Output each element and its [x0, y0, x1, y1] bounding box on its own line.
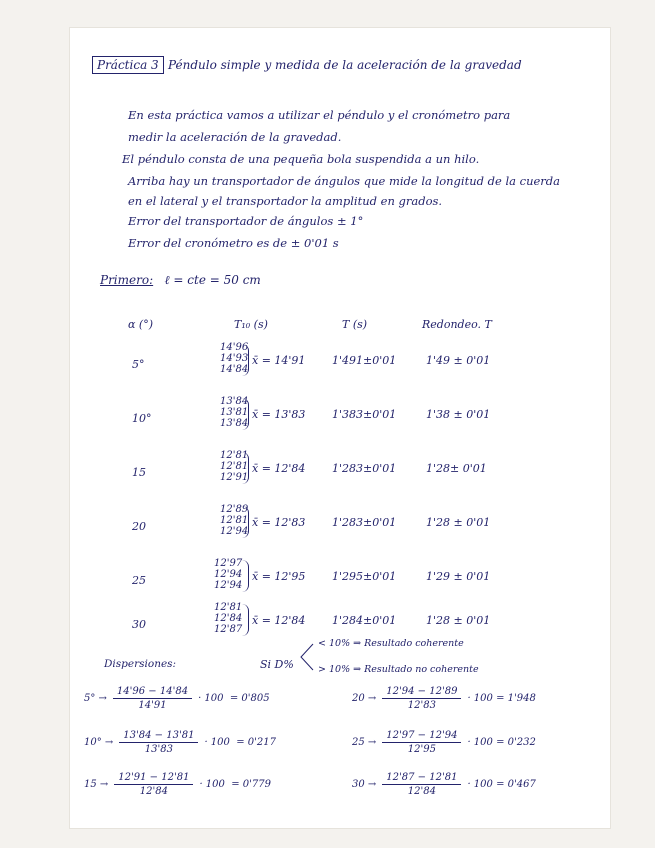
brace-mark [242, 398, 249, 430]
dispersion-condition: Si D% [260, 658, 294, 671]
period-cell: 1'383±0'01 [332, 408, 397, 421]
calc-result: = 0'805 [229, 693, 270, 704]
period-cell: 1'284±0'01 [332, 614, 397, 627]
alpha-cell: 15 [132, 466, 146, 479]
brace-mark [242, 452, 249, 484]
alpha-cell: 10° [132, 412, 152, 425]
calc-factor: · 100 [467, 779, 493, 790]
rounded-cell: 1'28± 0'01 [426, 462, 487, 475]
header-alpha: α (°) [128, 318, 154, 331]
calc-denominator: 12'84 [139, 786, 168, 797]
calc-factor: · 100 [199, 779, 225, 790]
rounded-cell: 1'38 ± 0'01 [426, 408, 491, 421]
dispersion-calc [84, 686, 270, 711]
dispersion-calc [352, 730, 536, 755]
calc-result: = 0'779 [231, 779, 272, 790]
calc-factor: · 100 [467, 737, 493, 748]
trial-values: 13'84 13'81 13'84 [220, 396, 249, 429]
header-t10: T₁₀ (s) [234, 318, 268, 331]
calc-numerator: 12'91 − 12'81 [114, 772, 193, 785]
dispersion-calc [352, 772, 536, 797]
dispersion-calc [84, 730, 276, 755]
calc-numerator: 13'84 − 13'81 [119, 730, 198, 743]
calc-angle: 10° → [84, 737, 114, 748]
rounded-cell: 1'28 ± 0'01 [426, 614, 491, 627]
error-protractor: Error del transportador de ángulos ± 1° [128, 214, 364, 228]
calc-angle: 15 → [84, 779, 109, 790]
header-round: Redondeo. T [422, 318, 492, 331]
practice-label: Práctica 3 [92, 56, 164, 74]
brace-mark [242, 604, 249, 636]
period-cell: 1'283±0'01 [332, 462, 397, 475]
brace-mark [242, 506, 249, 538]
page-title: Péndulo simple y medida de la aceleración de la gravedad [168, 58, 522, 72]
mean-cell: x̄ = 14'91 [252, 354, 306, 367]
error-stopwatch: Error del cronómetro es de ± 0'01 s [128, 236, 339, 250]
table-row [70, 342, 610, 384]
calc-denominator: 12'83 [407, 700, 436, 711]
header-t: T (s) [342, 318, 368, 331]
calc-angle: 30 → [352, 779, 377, 790]
calc-angle: 25 → [352, 737, 377, 748]
intro-line: El péndulo consta de una pequeña bola suspendida a un hilo. [122, 152, 480, 166]
calc-result: = 0'217 [236, 737, 277, 748]
mean-cell: x̄ = 13'83 [252, 408, 306, 421]
calc-numerator: 12'87 − 12'81 [382, 772, 461, 785]
period-cell: 1'283±0'01 [332, 516, 397, 529]
calc-denominator: 13'83 [144, 744, 173, 755]
trial-values: 14'96 14'93 14'84 [220, 342, 249, 375]
primero-label: Primero: [100, 273, 154, 287]
calc-result: = 0'232 [496, 737, 536, 748]
dispersion-label: Dispersiones: [104, 658, 177, 670]
rule-coherent: < 10% ⇒ Resultado coherente [318, 638, 464, 649]
calc-angle: 5° → [84, 693, 107, 704]
calc-numerator: 12'97 − 12'94 [382, 730, 461, 743]
intro-line: en el lateral y el transportador la amplitud en grados. [128, 194, 443, 208]
calc-denominator: 14'91 [138, 700, 167, 711]
period-cell: 1'295±0'01 [332, 570, 397, 583]
calc-factor: · 100 [198, 693, 224, 704]
table-row [70, 504, 610, 546]
angle-bracket-icon [300, 642, 314, 672]
calc-denominator: 12'95 [407, 744, 436, 755]
intro-line: Arriba hay un transportador de ángulos que mide la longitud de la cuerda [128, 174, 561, 188]
primero-line [100, 273, 261, 288]
trial-values: 12'81 12'84 12'87 [214, 602, 243, 635]
trial-values: 12'81 12'81 12'91 [220, 450, 249, 483]
calc-angle: 20 → [352, 693, 377, 704]
mean-cell: x̄ = 12'83 [252, 516, 306, 529]
mean-cell: x̄ = 12'95 [252, 570, 306, 583]
alpha-cell: 30 [132, 618, 146, 631]
calc-result: = 0'467 [496, 779, 536, 790]
rule-not-coherent: > 10% ⇒ Resultado no coherente [318, 664, 479, 675]
length-formula: ℓ = cte = 50 cm [164, 273, 261, 287]
intro-line: medir la aceleración de la gravedad. [128, 130, 342, 144]
trial-values: 12'97 12'94 12'94 [214, 558, 243, 591]
calc-result: = 1'948 [496, 693, 536, 704]
calc-numerator: 14'96 − 14'84 [113, 686, 192, 699]
notebook-page [70, 28, 610, 828]
trial-values: 12'89 12'81 12'94 [220, 504, 249, 537]
calc-denominator: 12'84 [407, 786, 436, 797]
table-row [70, 450, 610, 492]
brace-mark [242, 560, 249, 592]
rounded-cell: 1'49 ± 0'01 [426, 354, 491, 367]
mean-cell: x̄ = 12'84 [252, 462, 306, 475]
calc-numerator: 12'94 − 12'89 [382, 686, 461, 699]
alpha-cell: 25 [132, 574, 146, 587]
calc-factor: · 100 [204, 737, 230, 748]
dispersion-calc [352, 686, 536, 711]
mean-cell: x̄ = 12'84 [252, 614, 306, 627]
period-cell: 1'491±0'01 [332, 354, 397, 367]
rounded-cell: 1'28 ± 0'01 [426, 516, 491, 529]
dispersion-calc [84, 772, 271, 797]
intro-line: En esta práctica vamos a utilizar el péndulo y el cronómetro para [128, 108, 511, 122]
brace-mark [242, 344, 249, 376]
rounded-cell: 1'29 ± 0'01 [426, 570, 491, 583]
table-row [70, 396, 610, 438]
alpha-cell: 5° [132, 358, 145, 371]
table-row [70, 558, 610, 600]
calc-factor: · 100 [467, 693, 493, 704]
alpha-cell: 20 [132, 520, 146, 533]
